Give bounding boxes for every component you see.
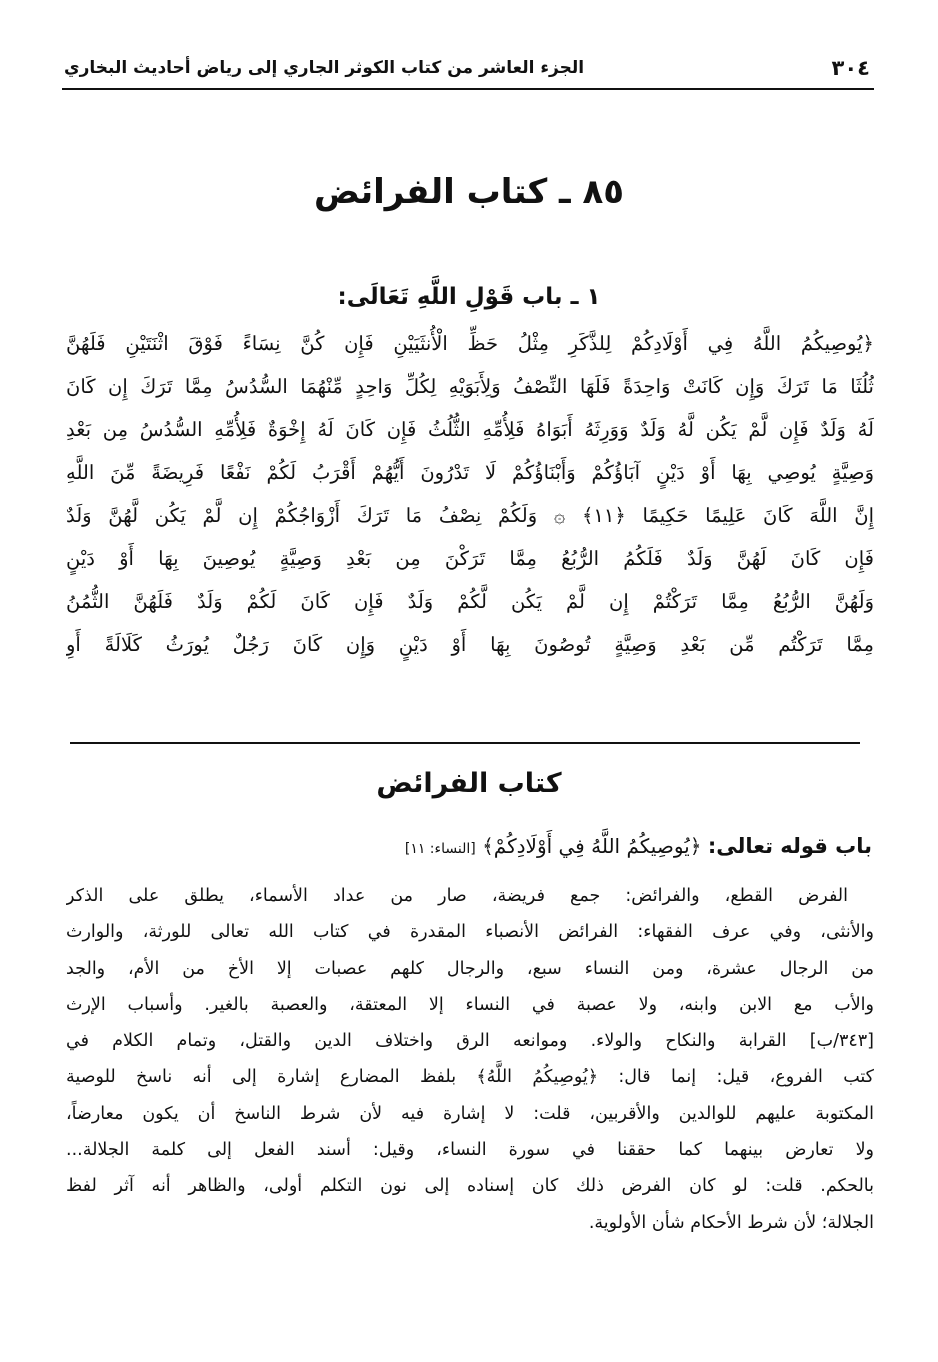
verse-reference: [النساء: ١١] bbox=[404, 841, 476, 857]
bab-label: باب قوله تعالى: bbox=[707, 834, 872, 858]
bab-verse: ﴿يُوصِيكُمُ اللَّهُ فِي أَوْلَادِكُمْ﴾ bbox=[482, 834, 702, 858]
commentary-line: كتب الفروع، قيل: إنما قال: ﴿يُوصِيكُمُ اللَّهُ﴾ بلفظ المضارع إشارة إلى أنه ناسخ للوصية bbox=[66, 1067, 874, 1088]
running-header bbox=[62, 52, 874, 90]
commentary-line: ولا تعارض بينهما كما حققنا في سورة النساء، وقيل: أسند الفعل إلى كلمة الجلالة... bbox=[66, 1140, 874, 1161]
quran-line: وَلَهُنَّ الرُّبُعُ مِمَّا تَرَكْتُمْ إِن لَّمْ يَكُن لَّكُمْ وَلَدٌ فَإِن كَانَ لَكُمْ وَلَدٌ فَلَهُنَّ الثُّمُنُ bbox=[66, 590, 874, 613]
quran-line: لَهُ وَلَدٌ فَإِن لَّمْ يَكُن لَّهُ وَلَدٌ وَوَرِثَهُ أَبَوَاهُ فَلِأُمِّهِ الثُّلُثُ فَإِن كَانَ لَهُ إِخْوَةٌ فَلِأُمِّهِ السُّدُسُ مِن بَعْدِ bbox=[66, 418, 874, 441]
commentary-body bbox=[66, 878, 874, 1241]
page-number: ٣٠٤ bbox=[831, 56, 870, 80]
commentary-line: بالحكم. قلت: لو كان الفرض ذلك كان إسناده إلى نون التكلم أولى، والظاهر أنه آثر لفظ bbox=[66, 1176, 874, 1197]
quran-line: ﴿يُوصِيكُمُ اللَّهُ فِي أَوْلَادِكُمْ لِلذَّكَرِ مِثْلُ حَظِّ الْأُنثَيَيْنِ فَإِن كُنَّ نِسَاءً فَوْقَ اثْنَتَيْنِ فَلَهُنَّ bbox=[66, 332, 874, 355]
quran-verses bbox=[66, 322, 874, 666]
commentary-line: المكتوبة عليهم للوالدين والأقربين، قلت: لا إشارة فيه لأن شرط الناسخ أن يكون معارضاً، bbox=[66, 1103, 874, 1124]
quran-line: فَإِن كَانَ لَهُنَّ وَلَدٌ فَلَكُمُ الرُّبُعُ مِمَّا تَرَكْنَ مِن بَعْدِ وَصِيَّةٍ يُوصِينَ بِهَا أَوْ دَيْنٍ bbox=[66, 547, 874, 570]
commentary-line: والأنثى، وفي عرف الفقهاء: الفرائض الأنصباء المقدرة في كتاب الله تعالى للورثة، والوارث bbox=[66, 922, 874, 943]
commentary-section-title: كتاب الفرائض bbox=[376, 768, 562, 799]
commentary-line: الجلالة؛ لأن شرط الأحكام شأن الأولوية. bbox=[588, 1212, 874, 1233]
section-divider bbox=[70, 742, 860, 744]
chapter-title: ٨٥ ـ كتاب الفرائض bbox=[313, 172, 625, 212]
commentary-line: والأب مع الابن وابنه، ولا عصبة في النساء إلا المعتقة، والعصبة بالغير. وأسباب الإرث bbox=[66, 994, 874, 1015]
bab-title: ١ ـ باب قَوْلِ اللَّهِ تَعَالَى: bbox=[337, 284, 601, 310]
quran-line: مِمَّا تَرَكْتُم مِّن بَعْدِ وَصِيَّةٍ تُوصُونَ بِهَا أَوْ دَيْنٍ وَإِن كَانَ رَجُلٌ يُورَثُ كَلَالَةً أَوِ bbox=[66, 633, 874, 656]
quran-line: ثُلُثَا مَا تَرَكَ وَإِن كَانَتْ وَاحِدَةً فَلَهَا النِّصْفُ وَلِأَبَوَيْهِ لِكُلِّ وَاحِدٍ مِّنْهُمَا السُّدُسُ مِمَّا تَرَكَ إِن كَانَ bbox=[66, 375, 874, 398]
commentary-line: من الرجال عشرة، ومن النساء سبع، والرجال كلهم عصبات إلا الأخ من الأم، والجد bbox=[66, 958, 874, 979]
quran-line: وَصِيَّةٍ يُوصِي بِهَا أَوْ دَيْنٍ آبَاؤُكُمْ وَأَبْنَاؤُكُمْ لَا تَدْرُونَ أَيُّهُمْ أَقْرَبُ لَكُمْ نَفْعًا فَرِيضَةً مِّنَ اللَّهِ bbox=[66, 461, 874, 484]
quran-line: إِنَّ اللَّهَ كَانَ عَلِيمًا حَكِيمًا ﴿١١﴾ ۞ وَلَكُمْ نِصْفُ مَا تَرَكَ أَزْوَاجُكُمْ إِن لَّمْ يَكُن لَّهُنَّ وَلَدٌ bbox=[66, 504, 874, 527]
commentary-bab-heading bbox=[405, 834, 872, 858]
commentary-line: [٣٤٣/ب] القرابة والنكاح والولاء. وموانعه الرق واختلاف الدين والقتل، وتمام الكلام في bbox=[66, 1031, 874, 1052]
running-title: الجزء العاشر من كتاب الكوثر الجاري إلى رياض أحاديث البخاري bbox=[64, 58, 585, 78]
commentary-line: الفرض القطع، والفرائض: جمع فريضة، صار من عداد الأسماء، يطلق على الذكر bbox=[66, 886, 848, 906]
